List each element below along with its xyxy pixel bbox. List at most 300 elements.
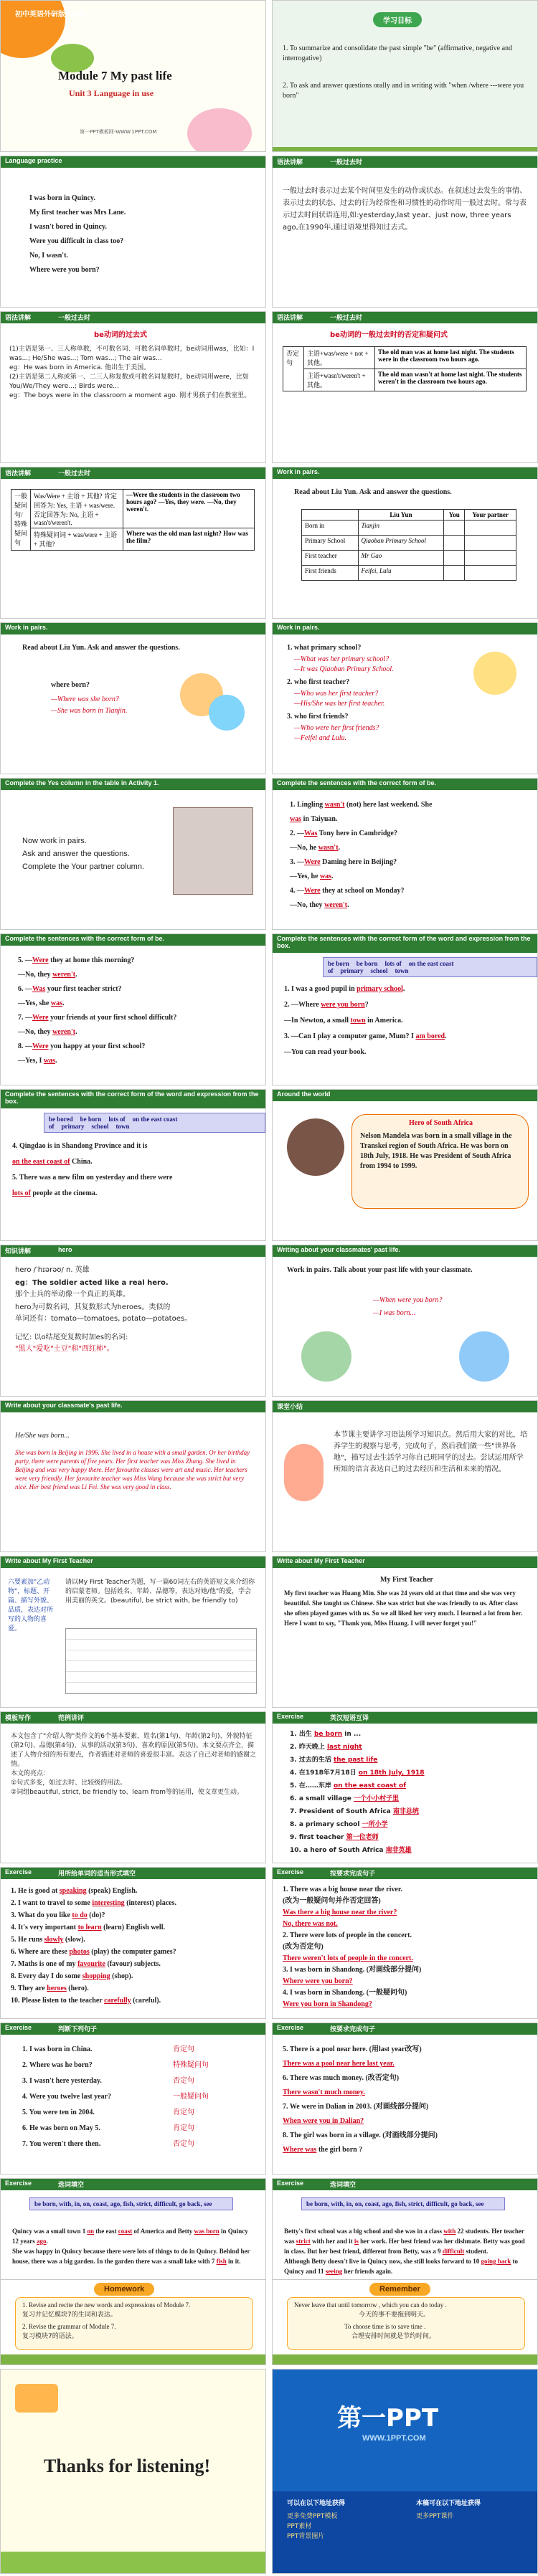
line-text: 2. —Where: [284, 1001, 321, 1009]
answer-text: 一个小小村子里: [354, 1795, 400, 1802]
footer-col-line[interactable]: PPT素材: [287, 2523, 312, 2530]
hero-title: Hero of South Africa: [409, 1119, 473, 1127]
line-text: 7. We were in Dalian in 2003. (对画线部分提问): [283, 2103, 429, 2111]
table-cell: [444, 521, 465, 536]
line-text: 10. a hero of South Africa: [290, 1847, 386, 1854]
line-text: 6. —: [18, 985, 32, 993]
homework-line: 复习并记忆模块7的生词和表达。: [22, 2311, 117, 2319]
exercise-line: [283, 1908, 397, 1918]
line-text: 2. I want to travel to some: [11, 1899, 93, 1907]
bar-title: Complete the sentences with the correct form of be.: [5, 935, 165, 942]
bar-title: Exercise: [277, 2180, 304, 2187]
line-text: 6. a small village: [290, 1795, 354, 1802]
answer-text: strict: [296, 2238, 311, 2245]
bottom-band: [273, 147, 537, 151]
exercise-line: [11, 1898, 176, 1909]
exercise-line: [283, 2088, 365, 2098]
box-word: lots of: [108, 1116, 126, 1123]
sentence-line: 2. Where was he born?: [22, 2061, 93, 2069]
line-text: (play) the computer games?: [89, 1948, 176, 1956]
bar-title: Exercise: [5, 2180, 32, 2187]
line-text: 5. —: [18, 956, 32, 964]
sentence-type: 肯定句: [173, 2109, 194, 2116]
slide-bar: [273, 779, 537, 790]
answer-text: shopping: [82, 1972, 110, 1980]
a-line: —What was her primary school?: [294, 655, 390, 663]
exercise-line: [290, 829, 397, 839]
bar-title: 语法讲解: [277, 158, 303, 166]
passage-text: the east: [94, 2228, 118, 2235]
exercise-line: [290, 1742, 362, 1752]
line-text: 7. President of South Africa: [290, 1808, 393, 1815]
line-text: .: [75, 971, 77, 979]
table-cell: 主语+was/were + not + 其他。: [304, 347, 375, 369]
slide-bar: [273, 1245, 537, 1257]
line-text: .: [75, 1028, 77, 1036]
bar-title: Work in pairs.: [277, 624, 320, 631]
box-word: lots of: [384, 960, 402, 967]
bar-title: Write about My First Teacher: [5, 1557, 93, 1564]
slide-summary: [272, 1400, 538, 1552]
exercise-line: [290, 1781, 406, 1791]
slide-bar: [1, 2023, 265, 2035]
exercise-line: [284, 1047, 366, 1058]
table-row: [302, 536, 516, 551]
review-body: 本文包含了"介绍人物"类作文的6个基本要素，姓名(第1句)、年龄(第2句)、外貌特征(第2句)、品德(第4句)、从事的活动(第3句)、喜欢的原因(第5句)。本文要点齐全，描述了人物介绍的所有要点，作者描述对老师的喜爱很丰富。表达了自己对老师的感谢之情。 本文的亮点： ①句式多变，如过去时、比较级的用法。 ②词组beautiful, strict, be friendly to、learn from等的运用，使文章更生动。: [11, 1733, 257, 1796]
table-cell: Born in: [302, 521, 359, 536]
answer-text: was: [290, 815, 302, 823]
line-text: 3. I was born in Shandong. (对画线部分提问): [283, 1966, 422, 1974]
slide-bar: [273, 312, 537, 323]
answer-text: primary school: [357, 985, 403, 993]
line-text: .: [402, 985, 405, 993]
slide-liu-yun-more: [272, 622, 538, 774]
task-heading: Read about Liu Yun. Ask and answer the questions.: [294, 488, 452, 496]
sentence-line: 1. I was born in China.: [22, 2045, 93, 2053]
kids-illustration: [473, 652, 516, 695]
slide-complete-table: [0, 778, 266, 930]
slide-liu-yun-table: [272, 467, 538, 619]
slide-writing-task: [0, 1556, 266, 1708]
box-word: primary: [340, 967, 364, 974]
exercise-line: [11, 1923, 165, 1933]
bar-title: Complete the sentences with the correct form of the word and expression from the box.: [5, 1090, 259, 1105]
slide-bar: [273, 623, 537, 635]
slide-word-box-2: [0, 1089, 266, 1241]
bar-title: Exercise: [277, 1713, 304, 1720]
sample-paragraph: She was born in Beijing in 1996. She lived in a house with a small garden. Or her birthday party, there were parents of five years. Her first teacher was Miss Zhang. She lived in Beijing and was very happy there. Her favourite classes were art and music. Her teachers were very friendly. Her favourite teacher was Miss Wang because she was strict but very nice. Her best friend was Li Fei. She was very good in class.: [15, 1449, 250, 1491]
table-row: [283, 347, 527, 369]
line-text: —Yes, I: [18, 1057, 44, 1065]
practice-line: No, I wasn't.: [29, 252, 68, 260]
answer-text: ago: [37, 2238, 47, 2245]
answer-text: heroes: [47, 1985, 67, 1992]
line-text: (speak) English.: [86, 1887, 138, 1895]
footer-col-line[interactable]: PPT背景图片: [287, 2533, 325, 2540]
exercise-line: [290, 1729, 361, 1739]
line-text: Daming here in Beijing?: [320, 858, 397, 866]
line-text: 10. Please listen to the teacher: [11, 1997, 105, 2005]
line-text: (do)?: [87, 1911, 105, 1919]
answer-text: town: [350, 1017, 366, 1025]
bar-subtitle: 一般过去时: [58, 314, 91, 321]
passage-text: 22 students. Her teacher was: [284, 2228, 524, 2245]
exercise-line: [18, 1013, 176, 1023]
answer-text: 南非英雄: [385, 1847, 412, 1854]
box-word: on the east coast of: [49, 1116, 178, 1130]
grass-band: [1, 2552, 265, 2573]
line-text: 8. The girl was born in a village. (对画线部分提问): [283, 2131, 438, 2139]
answer-text: fish: [216, 2258, 227, 2265]
bar-title: 模板写作: [5, 1714, 32, 1721]
table-row: [302, 551, 516, 566]
line-text: (slow).: [63, 1936, 85, 1944]
line-text: .: [347, 901, 349, 909]
table-row: [302, 521, 516, 536]
passage-text: of America and Betty: [132, 2228, 194, 2235]
answer-text: am bored: [415, 1032, 445, 1040]
practice-line: I wasn't bored in Quincy.: [29, 223, 107, 231]
exercise-line: [283, 2073, 399, 2083]
exercise-line: [11, 1984, 89, 1994]
photo-illustration: [173, 807, 253, 895]
slide-sample-essay: [272, 1556, 538, 1708]
box-word: school: [91, 1123, 109, 1130]
writing-prompt: 请以My First Teacher为题，写一篇60词左右的英语短文来介绍你的启蒙老师。包括姓名、年龄、品德等，表达对她/他"的爱，学会用美丽的英文。(beautiful, be strict with, be friendly to): [65, 1579, 255, 1605]
exercise-line: [283, 1988, 407, 1998]
sentence-type: 肯定句: [173, 2124, 194, 2132]
slide-bar: [1, 1868, 265, 1879]
vocab-line: hero为可数名词，其复数形式为heroes。类似的: [15, 1303, 171, 1311]
sentence-line: 7. You weren't there then.: [22, 2140, 101, 2148]
slide-bar: [1, 1712, 265, 1724]
header-text: 初中英语外研版七年级下: [15, 11, 94, 19]
book-decoration: [15, 2384, 58, 2413]
answer-text: be born: [313, 1731, 343, 1738]
thanks-text: Thanks for listening!: [44, 2456, 211, 2476]
exercise-line: [290, 1794, 399, 1804]
exercise-line: [283, 1954, 413, 1964]
line-text: 4. —: [290, 887, 304, 895]
answer-text: carefully: [104, 1997, 131, 2005]
homework-line: 2. Revise the grammar of Module 7.: [22, 2323, 116, 2330]
table-header-cell: Liu Yun: [358, 510, 444, 521]
quote-line: Never leave that until tomorrow , which you can do today .: [294, 2301, 447, 2309]
unit-subtitle: Unit 3 Language in use: [69, 88, 154, 98]
slide-bar: [273, 934, 537, 953]
slide-bar: [273, 1090, 537, 1101]
exercise-line: [290, 814, 337, 824]
exercise-line: [283, 1942, 324, 1952]
slide-be-exercise-2: [0, 933, 266, 1085]
line-text: the girl born ?: [316, 2146, 363, 2154]
summary-body: 本节课主要讲学习语法所学习知识点。然后用大家的对比，培养学生的观察与思考，完成句子，然后我们做一些"世界各地"，描写过去生活学习你自己班同学的过去。尝试运用所学所知的语言表达自己的过去经历和生活和未来的情况。: [334, 1431, 527, 1473]
bar-title: Write about My First Teacher: [277, 1557, 365, 1564]
line-text: 9. They are: [11, 1985, 47, 1992]
bar-title: Exercise: [5, 1868, 32, 1876]
vocab-line: hero /ˈhɪərəʊ/ n. 英雄: [15, 1266, 90, 1274]
bar-title: Exercise: [277, 1868, 304, 1876]
footer-col-line[interactable]: 更多PPT课件: [416, 2513, 454, 2520]
question-prompt: where born?: [51, 681, 90, 689]
essay-body: My first teacher was Huang Min. She was 24 years old at that time and she was very beautiful. She taught us Chinese. She was strict but she was friendly to us. After class she often played games with us. So we all liked her very much. I learned a lot from her. Here I want to say, "Thank you, Miss Huang. I will never forget you!": [284, 1589, 523, 1627]
line-text: .: [445, 1032, 447, 1040]
footer-text: 第一PPT模板网-WWW.1PPT.COM: [80, 129, 157, 135]
quote-line: To choose time is to save time .: [344, 2323, 426, 2330]
a-line: —Who were her first friends?: [294, 724, 379, 732]
q-line: 1. what primary school?: [287, 644, 362, 652]
bar-title: 课堂小结: [277, 1403, 303, 1410]
line-text: China.: [70, 1158, 93, 1166]
bar-subtitle: 按要求完成句子: [330, 2025, 376, 2033]
line-text: 5. 在……东岸: [290, 1782, 334, 1790]
exercise-line: [290, 900, 349, 911]
table-cell: First teacher: [302, 551, 359, 566]
answer-text: was born: [194, 2228, 220, 2235]
slide-word-box-1: [272, 933, 538, 1085]
line-text: (favour) subjects.: [105, 1960, 161, 1968]
answer-text: weren't: [324, 901, 348, 909]
table-cell: Tianjin: [358, 521, 444, 536]
line-text: .: [331, 873, 334, 880]
table-header-row: [302, 510, 516, 521]
sentence-type: 特殊疑问句: [173, 2061, 209, 2069]
line-text: your first teacher strict?: [45, 985, 122, 993]
line-text: 3. 过去的生活: [290, 1757, 334, 1764]
table-cell: [444, 536, 465, 551]
students-illustration: [301, 1331, 351, 1382]
green-blob: [51, 44, 94, 72]
objective-2: 2. To ask and answer questions orally and in writing with "when /where ---were you born": [283, 82, 524, 100]
exercise-line: [283, 2000, 372, 2010]
slide-language-practice: [0, 156, 266, 308]
slide-bar: [1, 1090, 265, 1108]
module-title: Module 7 My past life: [58, 69, 172, 82]
line-text: 8. Every day I do some: [11, 1972, 82, 1980]
be-past-body: (1)主语是第一、三人称单数，不可数名词、可数名词单数时，be动词用was，比如：I was...; He/She was...; Tom was...; The air was... eg：He was born in America. 他出生于美国。 (2)主语是第二人称或第一、二三人称复数或可数名词复数时，be动词用were，比如You/We/They were...; Birds were... eg：The boys were in the classroom a moment ago. 刚才男孩子们在教室里。: [9, 346, 255, 399]
pink-blob: [187, 108, 252, 152]
liu-yun-table: [301, 509, 516, 581]
line-text: in Taiyuan.: [301, 815, 338, 823]
slide-objectives: [272, 0, 538, 152]
line-text: 6. There was much money. (改否定句): [283, 2074, 400, 2082]
answer-text: 一所小学: [362, 1821, 388, 1828]
bar-subtitle: 用所给单词的适当形式填空: [58, 1870, 136, 1877]
line-text: .: [55, 1057, 57, 1065]
table-row: [302, 566, 516, 581]
answer-text: Were: [32, 956, 49, 964]
line-text: in America.: [365, 1017, 403, 1025]
slide-bar: [273, 2023, 537, 2035]
slide-bar: [1, 2179, 265, 2190]
answer-text: weren't: [52, 971, 76, 979]
homework-pill: Homework: [94, 2283, 154, 2296]
bar-title: Writing about your classmates' past life.: [277, 1246, 401, 1253]
footer-col-line[interactable]: 更多免费PPT模板: [287, 2513, 338, 2520]
slide-thanks: [0, 2369, 266, 2574]
line-text: —No, he: [290, 844, 318, 852]
line-text: —No, they: [18, 971, 53, 979]
line-text: 7. —: [18, 1014, 32, 1022]
answer-text: to learn: [77, 1924, 102, 1931]
table-cell: [465, 566, 516, 581]
brand-logo: 第一PPT: [337, 2404, 439, 2433]
line-text: 3. What do you like: [11, 1911, 72, 1919]
answer-text: weren't: [52, 1028, 76, 1036]
passage-text: Betty's first school was a big school and she was in a class: [284, 2228, 444, 2235]
line-text: (shop).: [110, 1972, 133, 1980]
exercise-line: [283, 1931, 412, 1941]
line-text: you happy at your first school?: [48, 1042, 146, 1050]
answer-text: on the east coast of: [12, 1158, 70, 1166]
line-text: Tony here in Cambridge?: [317, 830, 397, 837]
answer-text: with: [443, 2228, 456, 2235]
exercise-line: [12, 1189, 97, 1199]
answer-text: Where was: [283, 2146, 317, 2154]
answer-text: 南非总统: [392, 1808, 419, 1815]
sentence-line: 6. He was born on May 5.: [22, 2124, 100, 2132]
exercise-line: [18, 1056, 57, 1066]
exercise-line: [290, 1833, 379, 1843]
slide-homework: [0, 2279, 266, 2365]
exercise-line: [290, 886, 405, 896]
passage-text: in Quincy 12 years: [12, 2228, 248, 2245]
line-text: 2. —: [290, 830, 304, 837]
cloze-passage: [284, 2226, 528, 2276]
slide-word-form: [0, 1867, 266, 2019]
practice-line: Were you difficult in class too?: [29, 237, 124, 245]
exercise-line: [283, 1977, 353, 1987]
slide-bar: [1, 1556, 265, 1568]
cloze-passage: [12, 2226, 256, 2266]
answer-text: interesting: [92, 1899, 125, 1907]
bar-title: Write about your classmate's past life.: [5, 1402, 123, 1409]
answer-text: last night: [326, 1744, 362, 1751]
table-cell: Was/Were + 主语 + 其他? 肯定回答为: Yes, 主语 + was/were. 否定回答为: No, 主语 + wasn't/weren't.: [31, 490, 123, 528]
students-illustration: [459, 1331, 509, 1382]
instruction-line: Ask and answer the questions.: [22, 850, 130, 858]
line-text: —No, they: [290, 901, 325, 909]
line-text: —In Newton, a small: [284, 1017, 351, 1025]
line-text: 4. Qingdao is in Shandong Province and it is: [12, 1142, 148, 1150]
slide-bar: [1, 312, 265, 323]
table-cell: 否定句: [283, 347, 304, 391]
line-text: 7. Maths is one of my: [11, 1960, 78, 1968]
line-text: (改为一般疑问句并作否定回答): [283, 1897, 381, 1905]
exercise-line: [290, 843, 340, 853]
table-cell: 特殊疑问词 + was/were + 主语 + 其他?: [31, 528, 123, 551]
table-cell: Feifei, Lulu: [358, 566, 444, 581]
exercise-line: [290, 1755, 377, 1765]
line-text: people at the cinema.: [30, 1189, 98, 1197]
box-word: town: [115, 1123, 130, 1130]
bar-subtitle: 英汉短语互译: [330, 1714, 369, 1721]
bar-title: Complete the sentences with the correct form of be.: [277, 779, 437, 786]
table-cell: Where was the old man last night? How was the film?: [123, 528, 255, 551]
slide-bar: [1, 934, 265, 946]
slide-bar: [1, 156, 265, 168]
bar-subtitle: 判断下列句子: [58, 2025, 98, 2033]
exercise-line: [283, 1885, 402, 1895]
sentence-type: 否定句: [173, 2140, 194, 2148]
answer-text: No, there was not.: [283, 1920, 338, 1928]
word-box: be born, with, in, on, coast, ago, fish, strict, difficult, go back, see: [29, 2197, 233, 2210]
exercise-line: [18, 1027, 77, 1037]
slide-remember: [272, 2279, 538, 2365]
exercise-line: [284, 1032, 447, 1042]
line-text: .: [62, 999, 65, 1007]
exercise-line: [284, 1016, 403, 1026]
table-cell: [465, 536, 516, 551]
table-header-cell: Your partner: [465, 510, 516, 521]
answer-text: speaking: [59, 1887, 87, 1895]
bar-subtitle: 一般过去时: [330, 158, 363, 166]
practice-line: Where were you born?: [29, 266, 100, 274]
exercise-line: [11, 1935, 85, 1945]
memory-tip: "黑人"爱吃"土豆"和"西红柿"。: [15, 1345, 114, 1353]
a-line: —Feifei and Lulu.: [294, 734, 347, 742]
answer-text: photos: [69, 1948, 90, 1956]
question-table: [11, 489, 255, 551]
line-text: 5. He runs: [11, 1936, 44, 1944]
bar-title: Complete the Yes column in the table in Activity 1.: [5, 779, 159, 786]
slide-bar: [1, 1245, 265, 1257]
dialog-line: —When were you born?: [373, 1296, 443, 1304]
exercise-line: [18, 1042, 145, 1052]
lead-line: He/She was born...: [15, 1432, 70, 1440]
instruction-line: Now work in pairs.: [22, 837, 87, 845]
bar-subtitle: hero: [58, 1246, 72, 1253]
a-line: —His/She was her first teacher.: [294, 700, 385, 708]
line-text: 4. I was born in Shandong. (一般疑问句): [283, 1989, 407, 1997]
bar-subtitle: 按要求完成句子: [330, 1870, 376, 1877]
kids-illustration: [209, 695, 245, 731]
practice-line: I was born in Quincy.: [29, 194, 95, 202]
table-cell: [465, 521, 516, 536]
line-text: 2. There were lots of people in the concert.: [283, 1931, 412, 1939]
box-word: school: [370, 967, 388, 974]
quote-line: 今天的事不要拖到明天。: [359, 2311, 430, 2319]
slide-liu-yun-qa: [0, 622, 266, 774]
remember-pill: Remember: [369, 2283, 430, 2296]
table-cell: Primary School: [302, 536, 359, 551]
table-cell: [444, 551, 465, 566]
slide-sentence-types: [0, 2023, 266, 2175]
answer-text: the past life: [333, 1757, 378, 1764]
exercise-line: [290, 1768, 425, 1778]
slide-bar: [273, 1868, 537, 1879]
answer-text: wasn't: [318, 844, 339, 852]
exercise-line: [283, 2145, 362, 2155]
line-text: (not) here last weekend. She: [344, 801, 433, 809]
slide-grammar-intro: [272, 156, 538, 308]
table-title: be动词的一般过去时的否定和疑问式: [330, 331, 448, 339]
exercise-line: [283, 2131, 438, 2141]
line-text: 9. first teacher: [290, 1834, 346, 1841]
sentence-line: 5. You were ten in 2004.: [22, 2109, 95, 2116]
table-cell: Mr Gao: [358, 551, 444, 566]
negative-table: [283, 346, 527, 391]
slide-bar: [1, 467, 265, 479]
line-text: (learn) English well.: [101, 1924, 165, 1931]
vocab-line: 单词还有：tomato—tomatoes, potato—potatoes。: [15, 1315, 192, 1323]
slide-title: [0, 0, 266, 152]
answer-text: lots of: [12, 1189, 31, 1197]
exercise-line: [283, 2059, 395, 2069]
slide-bar: [273, 1401, 537, 1412]
line-text: 5. There was a new film on yesterday and there were: [12, 1174, 173, 1182]
exercise-line: [18, 970, 77, 980]
